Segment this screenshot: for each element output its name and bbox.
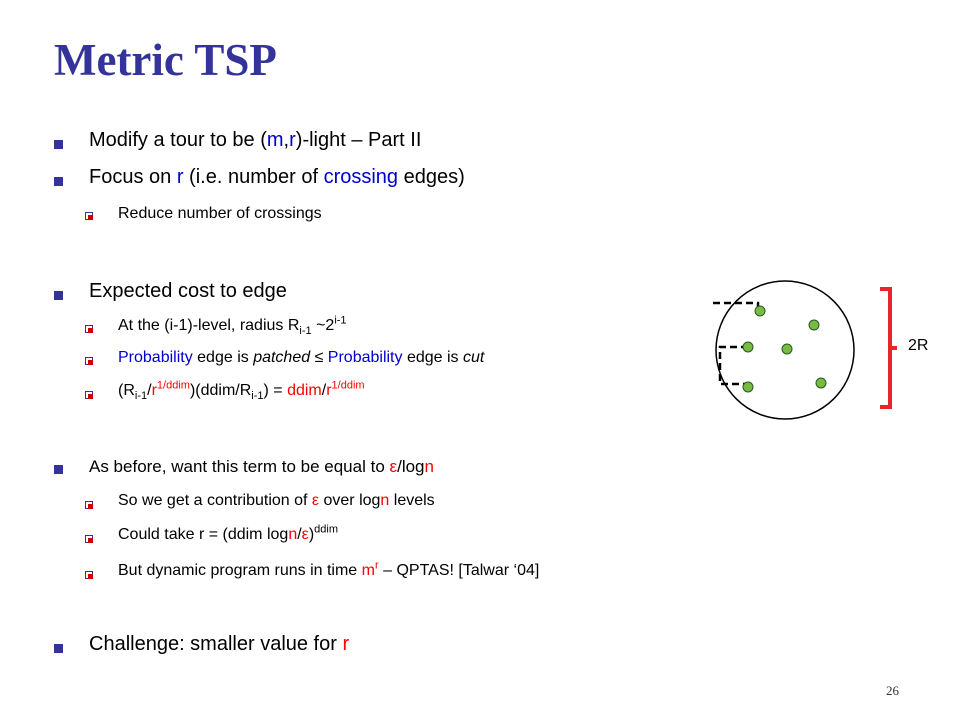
point [743,342,753,352]
sub-bullet-marker [85,212,93,220]
sub-bullet-marker [85,391,93,399]
point [782,344,792,354]
bullet-challenge: Challenge: smaller value for r [89,633,350,655]
sub-bullet-formula: $(R_{i-1}/r^{1/ddim})(ddim/R_{i-1})$ = ddim/$r^{1/ddim}$ [118,379,365,403]
point [755,306,765,316]
bullet-focus-on-r: Focus on r (i.e. number of crossing edges) [89,166,465,188]
bullet-modify-tour: Modify a tour to be (m,r)-light – Part II [89,129,422,151]
bullet-marker [54,291,63,300]
sub-bullet-marker [85,357,93,365]
bullet-marker [54,644,63,653]
sub-bullet-dynamic-program: But dynamic program runs in time $m^r$ – QPTAS! [Talwar ‘04] [118,559,540,579]
sub-bullet-marker [85,501,93,509]
sub-bullet-could-take-r: Could take r = (ddim logn/ε)$^{ddim}$ [118,523,338,543]
diameter-label: 2R [908,337,929,354]
page-number: 26 [886,683,899,698]
sub-bullet-marker [85,535,93,543]
sub-bullet-marker [85,571,93,579]
point [816,378,826,388]
bullet-marker [54,177,63,186]
bullet-expected-cost: Expected cost to edge [89,280,287,302]
bullet-marker [54,465,63,474]
sub-bullet-contribution: So we get a contribution of ε over logn levels [118,492,435,509]
page-title: Metric TSP [54,35,277,85]
point [809,320,819,330]
dashed-connector [713,303,758,311]
bullet-as-before: As before, want this term to be equal to ε/logn [89,457,434,476]
point [743,382,753,392]
bracket [880,289,890,407]
sub-bullet-probability: Probability edge is patched ≤ Probability edge is cut [118,349,485,366]
sub-bullet-reduce-crossings: Reduce number of crossings [118,205,322,222]
sub-bullet-marker [85,325,93,333]
radius-diagram [700,280,900,430]
bullet-marker [54,140,63,149]
dashed-connector [720,347,748,384]
sub-bullet-radius: At the (i-1)-level, radius $R_{i-1}$ ~2$^{i-1}$ [118,314,347,338]
